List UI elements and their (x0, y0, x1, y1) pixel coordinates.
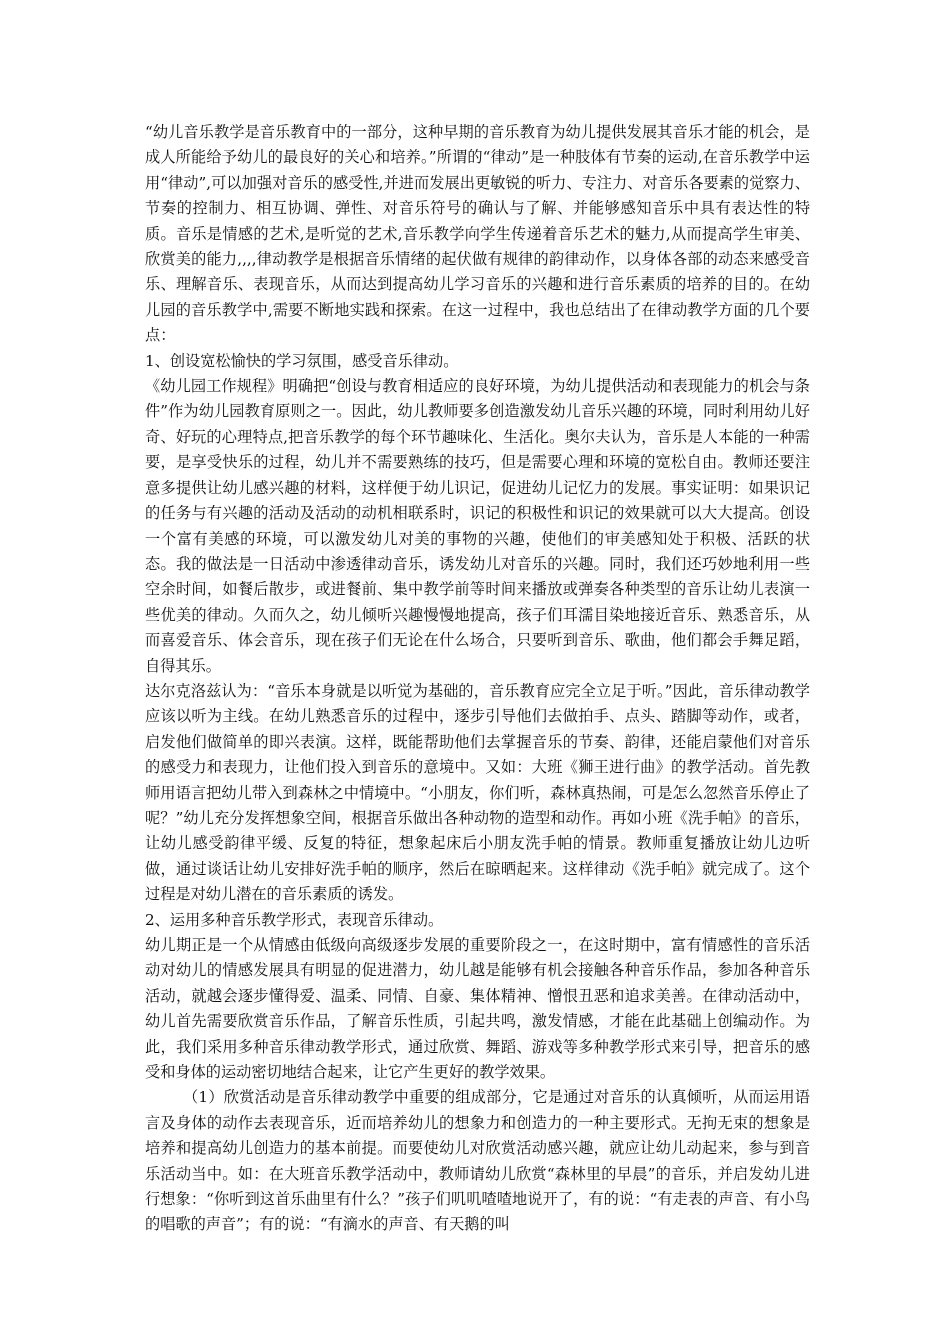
section-heading-1: 1、创设宽松愉快的学习氛围，感受音乐律动。 (145, 351, 459, 370)
document-body (145, 120, 810, 1238)
paragraph-environment: 《幼儿园工作规程》明确把“创设与教育相适应的良好环境，为幼儿提供活动和表现能力的机会与条件”作为幼儿园教育原则之一。因此，幼儿教师要多创造激发幼儿音乐兴趣的环境，同时利用幼儿好奇、好玩的心理特点,把音乐教学的每个环节趣味化、生活化。奥尔夫认为，音乐是人本能的一种需要，是享受快乐的过程，幼儿并不需要熟练的技巧，但是需要心理和环境的宽松自由。教师还要注意多提供让幼儿感兴趣的材料，这样便于幼儿识记，促进幼儿记忆力的发展。事实证明：如果识记的任务与有兴趣的活动及活动的动机相联系时，识记的积极性和识记的效果就可以大大提高。创设一个富有美感的环境，可以激发幼儿对美的事物的兴趣，使他们的审美感知处于积极、活跃的状态。我的做法是一日活动中渗透律动音乐，诱发幼儿对音乐的兴趣。同时，我们还巧妙地利用一些空余时间，如餐后散步，或进餐前、集中教学前等时间来播放或弹奏各种类型的音乐让幼儿表演一些优美的律动。久而久之，幼儿倾听兴趣慢慢地提高，孩子们耳濡目染地接近音乐、熟悉音乐，从而喜爱音乐、体会音乐，现在孩子们无论在什么场合，只要听到音乐、歌曲，他们都会手舞足蹈，自得其乐。 (145, 377, 810, 675)
paragraph-listening: 达尔克洛兹认为：“音乐本身就是以听觉为基础的，音乐教育应完全立足于听。”因此，音乐律动教学应该以听为主线。在幼儿熟悉音乐的过程中，逐步引导他们去做拍手、点头、踏脚等动作，或者，启发他们做简单的即兴表演。这样，既能帮助他们去掌握音乐的节奏、韵律，还能启蒙他们对音乐的感受力和表现力，让他们投入到音乐的意境中。又如：大班《狮王进行曲》的教学活动。首先教师用语言把幼儿带入到森林之中情境中。“小朋友，你们听，森林真热闹，可是怎么忽然音乐停止了呢？”幼儿充分发挥想象空间，根据音乐做出各种动物的造型和动作。再如小班《洗手帕》的音乐，让幼儿感受韵律平缓、反复的特征，想象起床后小朋友洗手帕的情景。教师重复播放让幼儿边听做，通过谈话让幼儿安排好洗手帕的顺序，然后在晾晒起来。这样律动《洗手帕》就完成了。这个过程是对幼儿潜在的音乐素质的诱发。 (145, 681, 810, 904)
section-heading-2: 2、运用多种音乐教学形式，表现音乐律动。 (145, 910, 444, 929)
paragraph-forms: 幼儿期正是一个从情感由低级向高级逐步发展的重要阶段之一，在这时期中，富有情感性的音乐活动对幼儿的情感发展具有明显的促进潜力，幼儿越是能够有机会接触各种音乐作品，参加各种音乐活动，就越会逐步懂得爱、温柔、同情、自豪、集体精神、憎恨丑恶和追求美善。在律动活动中，幼儿首先需要欣赏音乐作品，了解音乐性质，引起共鸣，激发情感，才能在此基础上创编动作。为此，我们采用多种音乐律动教学形式，通过欣赏、舞蹈、游戏等多种教学形式来引导，把音乐的感受和身体的运动密切地结合起来，让它产生更好的教学效果。 (145, 936, 810, 1082)
paragraph-appreciation: （1）欣赏活动是音乐律动教学中重要的组成部分，它是通过对音乐的认真倾听，从而运用语言及身体的动作去表现音乐，近而培养幼儿的想象力和创造力的一种主要形式。无拘无束的想象是培养和提高幼儿创造力的基本前提。而要使幼儿对欣赏活动感兴趣，就应让幼儿动起来，参与到音乐活动当中。如：在大班音乐教学活动中，教师请幼儿欣赏“森林里的早晨”的音乐，并启发幼儿进行想象：“你听到这首乐曲里有什么？”孩子们叽叽喳喳地说开了，有的说：“有走表的声音、有小鸟的唱歌的声音”；有的说：“有滴水的声音、有天鹅的叫 (145, 1088, 810, 1234)
paragraph-intro: “幼儿音乐教学是音乐教育中的一部分，这种早期的音乐教育为幼儿提供发展其音乐才能的机会，是成人所能给予幼儿的最良好的关心和培养。”所谓的“律动”是一种肢体有节奏的运动,在音乐教学中运用“律动”,可以加强对音乐的感受性,并进而发展出更敏锐的听力、专注力、对音乐各要素的觉察力、节奏的控制力、相互协调、弹性、对音乐符号的确认与了解、并能够感知音乐中具有表达性的特质。音乐是情感的艺术,是听觉的艺术,音乐教学向学生传递着音乐艺术的魅力,从而提高学生审美、欣赏美的能力,,,,律动教学是根据音乐情绪的起伏做有规律的韵律动作，以身体各部的动态来感受音乐、理解音乐、表现音乐，从而达到提高幼儿学习音乐的兴趣和进行音乐素质的培养的目的。在幼儿园的音乐教学中,需要不断地实践和探索。在这一过程中，我也总结出了在律动教学方面的几个要点： (145, 123, 810, 345)
